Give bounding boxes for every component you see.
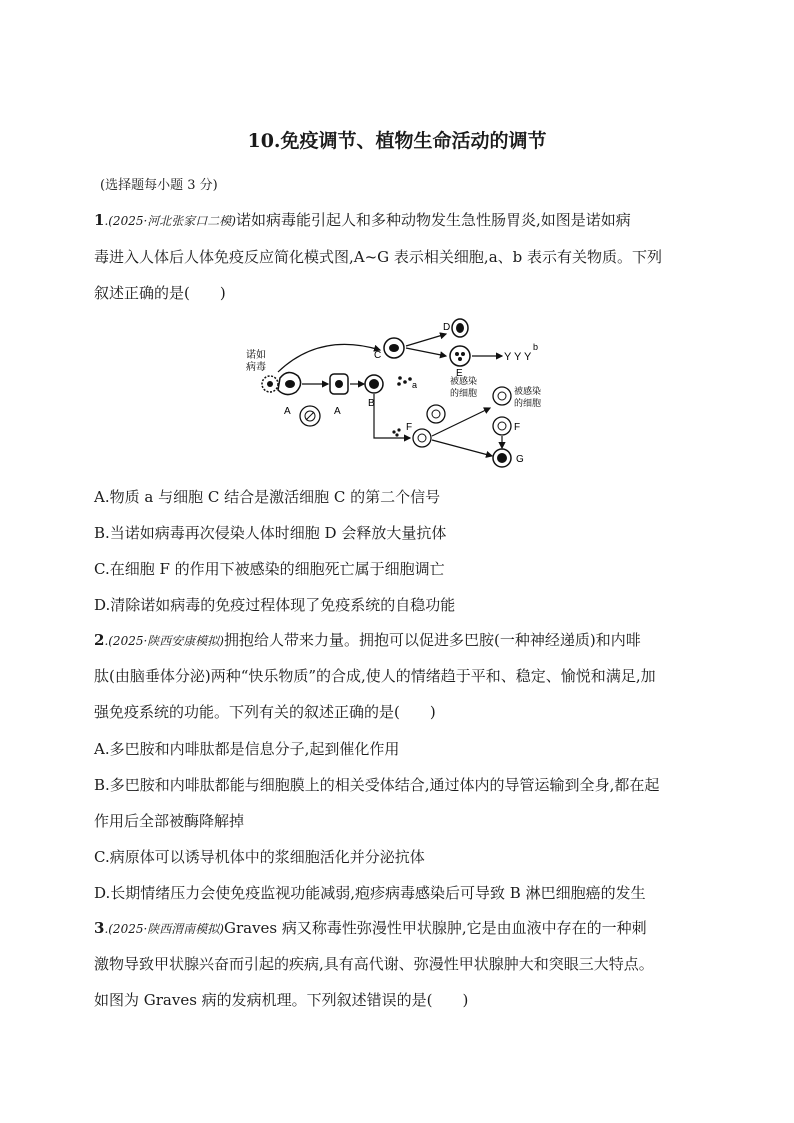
q2-number: 2 [94,631,105,649]
q1-source: .(2025·河北张家口二模) [104,214,236,228]
q1-line-2: 毒进入人体后人体免疫反应简化模式图,A~G 表示相关细胞,a、b 表示有关物质。下列 [94,248,663,266]
infected-label-2: 的细胞 [450,388,478,398]
q2-line-1 [94,630,704,651]
q1-option-c: C.在细胞 F 的作用下被感染的细胞死亡属于细胞调亡 [94,560,445,578]
arrow-f2-g [432,440,492,456]
label-a-substance: a [412,380,418,390]
cell-e-icon [450,346,470,366]
cytokine-icon [392,428,400,436]
q1-number: 1 [94,211,105,229]
cell-a-icon [278,372,301,394]
q2-option-b-cont: 作用后全部被酶降解掉 [94,812,245,830]
label-g: G [516,454,524,465]
q3-number: 3 [94,919,105,937]
infected-label-3: 被感染 [514,386,542,396]
label-a1: A [284,406,291,417]
arrow-c-e [406,348,446,356]
arrow-c-d [406,334,446,346]
q1-option-d: D.清除诺如病毒的免疫过程体现了免疫系统的自稳功能 [94,596,456,614]
q1-option-b: B.当诺如病毒再次侵染人体时细胞 D 会释放大量抗体 [94,524,447,542]
q1-option-a: A.物质 a 与细胞 C 结合是激活细胞 C 的第二个信号 [94,488,441,506]
cell-f3-icon [493,417,511,435]
arrow-b-f [374,394,413,438]
q2-source: .(2025·陕西安康模拟) [104,634,224,648]
q2-option-b: B.多巴胺和内啡肽都能与细胞膜上的相关受体结合,通过体内的导管运输到全身,都在起 [94,776,660,794]
cell-g-icon [493,449,511,467]
virus-label-2: 病毒 [246,362,266,373]
q2-option-c: C.病原体可以诱导机体中的浆细胞活化并分泌抗体 [94,848,425,866]
antibody-icon: Y Y Y [504,351,532,363]
q3-line-3: 如图为 Graves 病的发病机理。下列叙述错误的是( ) [94,991,469,1009]
cell-b-icon [365,375,383,393]
label-e: E [456,368,463,379]
q1-line-1 [94,210,704,231]
virus-icon [262,376,278,392]
immune-response-diagram [240,312,560,472]
label-f2: F [514,422,521,433]
label-b: B [368,398,375,409]
infected-cell-icon [493,387,511,405]
q3-source: .(2025·陕西渭南模拟) [104,922,224,936]
q2-option-d: D.长期情绪压力会使免疫监视功能减弱,疱疹病毒感染后可导致 B 淋巴细胞癌的发生 [94,884,646,902]
cell-d-icon [452,319,468,337]
label-b-substance: b [533,342,539,352]
q2-option-a: A.多巴胺和内啡肽都是信息分子,起到催化作用 [94,740,400,758]
cell-f-icon [427,405,445,423]
arrow-virus-c [278,344,380,372]
q2-line-2: 肽(由脑垂体分泌)两种“快乐物质”的合成,使人的情绪趋于平和、稳定、愉悦和满足,加 [94,667,656,685]
q2-line-3: 强免疫系统的功能。下列有关的叙述正确的是( ) [94,703,436,721]
score-note: (选择题每小题 3 分) [100,178,218,193]
q3-text-1: Graves 病又称毒性弥漫性甲状腺肿,它是由血液中存在的一种刺 [223,919,647,937]
q1-line-3: 叙述正确的是( ) [94,284,226,302]
substance-a-icon [397,376,412,386]
infected-label-1: 被感染 [450,376,478,386]
cell-t-icon [300,406,320,426]
label-f: F [406,422,413,433]
infected-label-4: 的细胞 [514,398,542,408]
virus-label-1: 诺如 [246,350,266,361]
q1-text-1: 诺如病毒能引起人和多种动物发生急性肠胃炎,如图是诺如病 [235,211,631,229]
label-c: C [374,350,382,361]
cell-f2-icon [413,429,431,447]
label-a2: A [334,406,341,417]
cell-a2-icon [330,374,348,394]
cell-c-icon [384,338,404,358]
q2-text-1: 拥抱给人带来力量。拥抱可以促进多巴胺(一种神经递质)和内啡 [223,631,641,649]
page-title: 10.免疫调节、植物生命活动的调节 [247,130,547,152]
label-d: D [443,322,451,333]
q3-line-2: 激物导致甲状腺兴奋而引起的疾病,具有高代谢、弥漫性甲状腺肿大和突眼三大特点。 [94,955,654,973]
q3-line-1 [94,918,704,939]
